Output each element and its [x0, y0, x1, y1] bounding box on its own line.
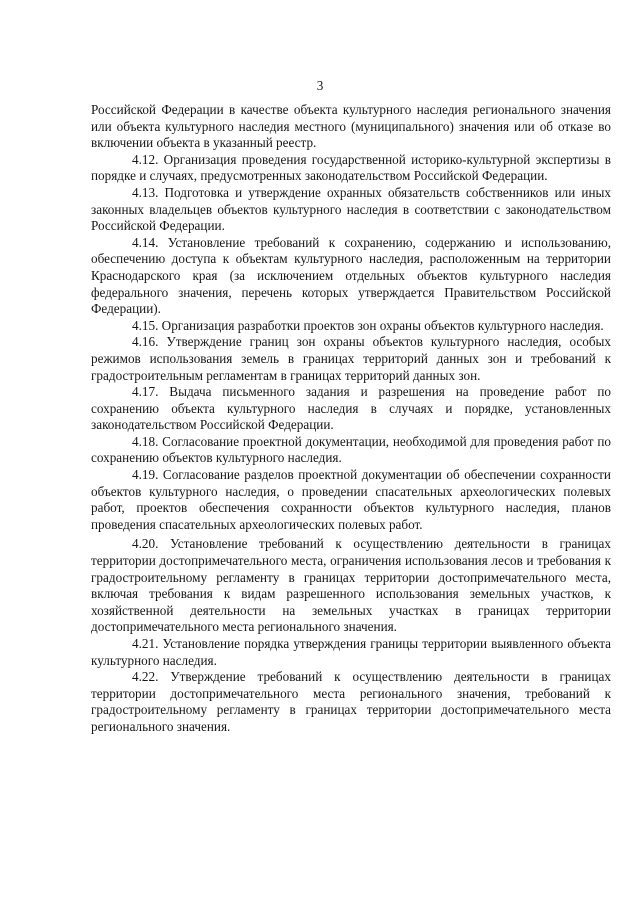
paragraph-4-19: 4.19. Согласование разделов проектной документации об обеспечении сохранности объектов культурного наследия, о проведении спасательных археологических полевых работ, проектов обеспечения сохранности объектов культурного наследия, планов проведения спасательных археологических полевых работ. — [91, 467, 611, 532]
paragraph-4-12: 4.12. Организация проведения государственной историко-культурной экспертизы в порядке и случаях, предусмотренных законодательством Российской Федерации. — [91, 151, 611, 184]
page-number: 3 — [316, 78, 324, 93]
paragraph-4-13: 4.13. Подготовка и утверждение охранных обязательств собственников или иных законных владельцев объектов культурного наследия в соответствии с законодательством Российской Федерации. — [91, 184, 611, 234]
paragraph-4-21: 4.21. Установление порядка утверждения границы территории выявленного объекта культурного наследия. — [91, 636, 611, 668]
paragraph-4-18: 4.18. Согласование проектной документации, необходимой для проведения работ по сохранению объектов культурного наследия. — [91, 433, 611, 466]
paragraph-4-20: 4.20. Установление требований к осуществлению деятельности в границах территории достопримечательного места, ограничения использования лесов и требования к градостроительному регламенту в границах территории достопримечательного места, включая требования к видам разрешенного использования земельных участков, к хозяйственной деятельности на земельных участках в границах территории достопримечательного места регионального значения. — [91, 536, 611, 635]
paragraph-4-14: 4.14. Установление требований к сохранению, содержанию и использованию, обеспечению доступа к объектам культурного наследия, расположенным на территории Краснодарского края (за исключением отдельных объектов культурного наследия федерального значения, перечень которых утверждается Правительством Российской Федерации). — [91, 234, 611, 317]
paragraph-4-17: 4.17. Выдача письменного задания и разрешения на проведение работ по сохранению объекта культурного наследия в случаях и порядке, установленных законодательством Российской Федерации. — [91, 384, 611, 433]
paragraph-continuation: Российской Федерации в качестве объекта культурного наследия регионального значения или объекта культурного наследия местного (муниципального) значения или об отказе во включении объекта в указанный реестр. — [91, 102, 611, 151]
paragraph-4-22: 4.22. Утверждение требований к осуществлению деятельности в границах территории достопримечательного места регионального значения, требований к градостроительному регламенту в границах территории достопримечательного места регионального значения. — [91, 669, 611, 734]
paragraph-4-15: 4.15. Организация разработки проектов зон охраны объектов культурного наследия. — [132, 317, 604, 333]
document-body — [91, 102, 611, 736]
paragraph-4-16: 4.16. Утверждение границ зон охраны объектов культурного наследия, особых режимов использования земель в границах территорий данных зон и требований к градостроительным регламентам в границах территорий данных зон. — [91, 334, 611, 383]
